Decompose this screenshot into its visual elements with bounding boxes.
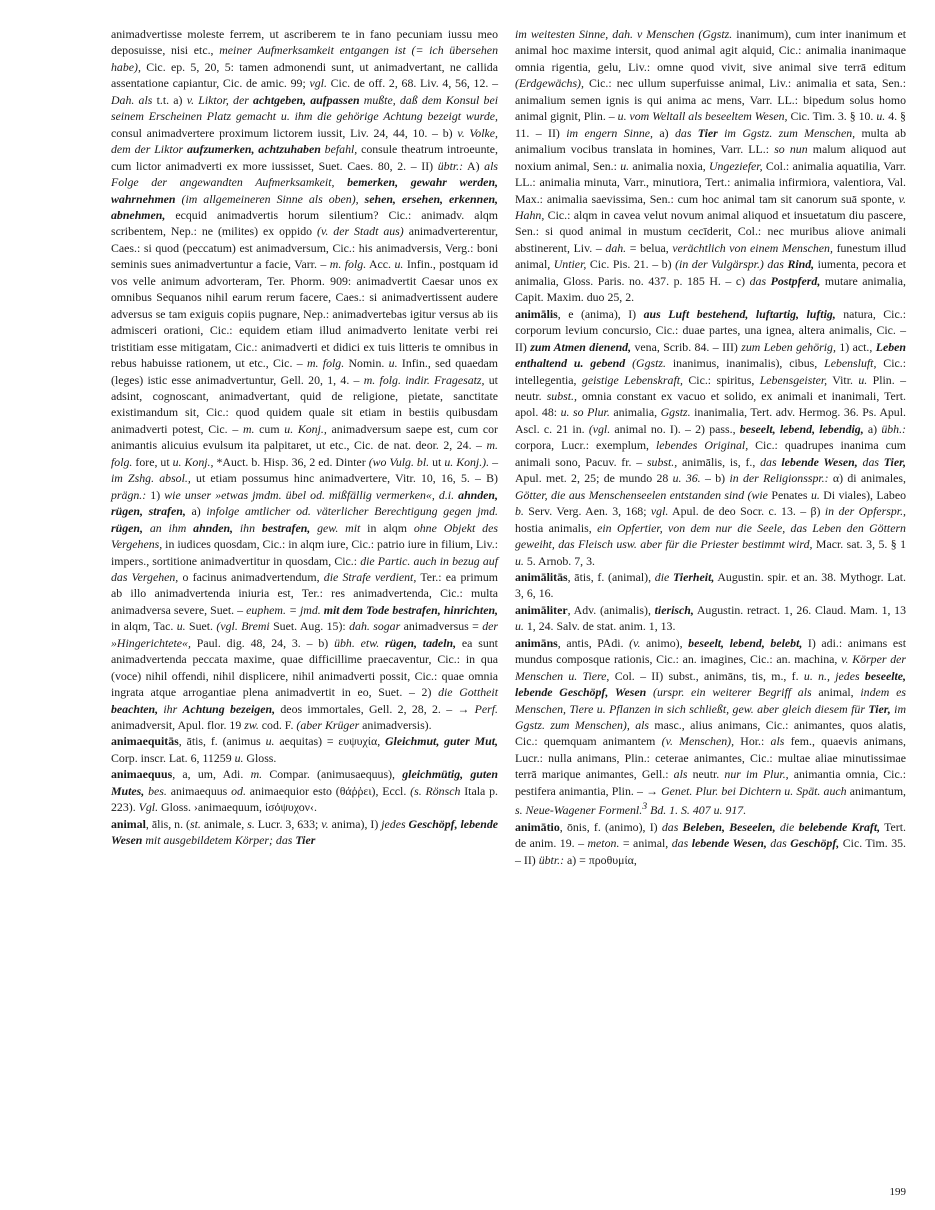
entry-animaliter: animāliter, Adv. (animalis), tierisch, Augustin. retract. 1, 26. Claud. Mam. 1, 13 u. 1, 24. Salv. de stat. anim. 1, 13.	[515, 602, 906, 634]
entry-animaequitas: animaequitās, ātis, f. (animus u. aequitas) = ευψυχία, Gleichmut, guter Mut, Corp. inscr. Lat. 6, 11259 u. Gloss.	[111, 734, 498, 765]
entry-animans: animāns, antis, PAdi. (v. animo), beseelt, lebend, belebt, I) adi.: animans est mundus composque rationis, Cic.: an. imagines, Cic.: an. machina, v. Körper der Menschen u. Tiere, Col. – II) subst., animāns, tis, m., f. u. n., jedes beseelte, lebende Geschöpf, Wesen (urspr. ein weiterer Begriff als animal, indem es Menschen, Tiere u. Pflanzen in sich schließt, gew. aber gleich diesem für Tier, im Ggstz. zum Menschen), als masc., alius animans, Cic.: animantes, quos alatis, Cic.: quemquam animantem (v. Menschen), Hor.: als fem., quaevis animans, Lucr.: nulla animans, Plin.: ceterae animantes, Cic.: multae aliae minutissimae terrā marique animantes, Gell.: als neutr. nur im Plur., animantia omnia, Cic.: pestifera animantia, Plin. – → Genet. Plur. bei Dichtern u. Spät. auch animantum, s. Neue-Wagener Formenl.$^3$ Bd. 1. S. 407 u. 917.	[515, 635, 907, 818]
entry-animatio: animātio, ōnis, f. (animo), I) das Beleben, Beseelen, die belebende Kraft, Tert. de anim. 19. – meton. = animal, das lebende Wesen, das Geschöpf, Cic. Tim. 35. – II) übtr.: a) = προθυμία,	[515, 819, 907, 867]
page-number: 199	[889, 1186, 906, 1198]
entry-animal: animal, ālis, n. (st. animale, s. Lucr. 3, 633; v. anima), I) jedes Geschöpf, lebende Wesen mit ausgebildetem Körper; das Tier	[111, 816, 499, 848]
entry-animalitas: animālitās, ātis, f. (animal), die Tierheit, Augustin. spir. et an. 38. Mythogr. Lat. 3, 6, 16.	[515, 569, 906, 601]
entry-animalis: animālis, e (anima), I) aus Luft bestehend, luftartig, luftig, natura, Cic.: corporum levium concursio, Cic.: duae partes, una ignea, altera animalis, Cic. – II) zum Atmen dienend, vena, Scrib. 84. – III) zum Leben gehörig, 1) act., Leben enthaltend u. gebend (Ggstz. inanimus, inanimalis), cibus, Lebensluft, Cic.: intellegentia, geistige Lebenskraft, Cic.: spiritus, Lebensgeister, Vitr. u. Plin. – neutr. subst., omnia constant ex vacuo et solido, ex animali et inanimali, Tert. apol. 48: u. so Plur. animalia, Ggstz. inanimalia, Tert. adv. Hermog. 36. Ps. Apul. Ascl. c. 21 in. (vgl. animal no. I). – 2) pass., beseelt, lebend, lebendig, a) übh.: corpora, Lucr.: exemplum, lebendes Original, Cic.: quadrupes inanima cum animali sono, Pacuv. fr. – subst., animālis, is, f., das lebende Wesen, das Tier, Apul. met. 2, 25; de mundo 28 u. 36. – b) in der Religionsspr.: α) di animales, Götter, die aus Menschenseelen entstanden sind (wie Penates u. Di viales), Labeo b. Serv. Verg. Aen. 3, 168; vgl. Apul. de deo Socr. c. 13. – β) in der Opferspr., hostia animalis, ein Opfertier, von dem nur die Seele, das Leben den Göttern geweiht, das Fleisch usw. aber für die Priester bestimmt wird, Macr. sat. 3, 5. § 1 u. 5. Arnob. 7, 3.	[515, 306, 907, 568]
entry-animal-continued: im weitesten Sinne, dah. v Menschen (Ggstz. inanimum), cum inter inanimum et animal hoc maxime intersit, quod animal agit alquid, Cic.: animalia inanimaque omnia rigentia, gelu, Liv.: omne quod vivit, sive animal sive terrā editum (Erdgewächs), Cic.: nec ullum superfuisse animal, Liv.: animalia et sata, Sen.: animalium semen ignis is qui anima ac mens, Varr. LL.: bipedum solus homo animal gignit, Plin. – u. vom Weltall als beseeltem Wesen, Cic. Tim. 3. § 10. u. 4. § 11. – II) im engern Sinne, a) das Tier im Ggstz. zum Menschen, multa ab animalium vocibus translata in homines, Varr. LL.: so nun malum aliquod aut noxium animal, Sen.: u. animalia noxia, Ungeziefer, Col.: animalia aquatilia, Varr. LL.: animalia minuta, Varr., minutiora, Tert.: animalia infirmiora, valentiora, Val. Max.: animalia saevissima, Sen.: cum hoc animal tam sit canorum suā sponte, v. Hahn, Cic.: alqm in cavea velut novum animal aliquod et insuetatum diu pascere, Sen.: si quod animal in mustum cecīderit, Col.: nec muribus aliove animali abstinerent, Liv. – dah. = belua, verächtlich von einem Menschen, funestum illud animal, Untier, Cic. Pis. 21. – b) (in der Vulgärspr.) das Rind, iumenta, pecora et animalia, Gloss. Paris. no. 437. p. 185 H. – c) das Postpferd, mutare animalia, Capit. Maxim. duo 25, 2.	[515, 27, 907, 305]
entry-animaequus: animaequus, a, um, Adi. m. Compar. (animusaequus), gleichmütig, guten Mutes, bes. animaequus od. animaequior esto (θάῤῥει), Eccl. (s. Rönsch Itala p. 223). Vgl. Gloss. ›animaequum, ἰσόψυχον‹.	[111, 767, 499, 815]
right-column	[515, 26, 906, 868]
left-column	[111, 26, 498, 849]
entry-animadverto-continued: animadvertisse moleste ferrem, ut ascriberem te in fano pecuniam iussu meo deposuisse, nisi etc., meiner Aufmerksamkeit entgangen ist (= ich übersehen habe), Cic. ep. 5, 20, 5: tamen admonendi sunt, ut animadvertant, ne callida assentatione capiantur, Cic. de amic. 99; vgl. Cic. de off. 2, 68. Liv. 4, 56, 12. – Dah. als t.t. a) v. Liktor, der achtgeben, aufpassen mußte, daß dem Konsul bei seinem Erscheinen Platz gemacht u. ihm die gehörige Achtung bezeigt wurde, consul animadvertere proximum lictorem iussit, Liv. 24, 44, 10. – b) v. Volke, dem der Liktor aufzumerken, achtzuhaben befahl, consule theatrum introeunte, cum lictor animadverti ex more iussisset, Suet. Caes. 80, 2. – II) übtr.: A) als Folge der angewandten Aufmerksamkeit, bemerken, gewahr werden, wahrnehmen (im allgemeineren Sinne als oben), sehen, ersehen, erkennen, abnehmen, ecquid animadvertis horum silentium? Cic.: animadv. alqm scribentem, Nep.: ne (milites) ex oppido (v. der Stadt aus) animadverterentur, Caes.: si quod (peccatum) est animadversum, Cic.: his animadversis, Verg.: boni seminis sues animadvertuntur a facie, Varr. – m. folg. Acc. u. Infin., postquam id vos velle animum advorteram, Ter. Phorm. 909: animadvertit Caesar unos ex omnibus Sequanos nihil earum rerum facere, Caes.: si animadvertissent audere adversus se tam exiguis copiis pugnare, Nep.: animadvertebas igitur versus ab iis admisceri orationi, Cic.: equidem etiam illud animadverto lenitate verbi rei tristitiam esse mitigatam, Cic.: animadverti et didici ex tuis litteris te omnibus in rebus habuisse rationem, ut etc., Cic. – m. folg. Nomin. u. Infin., sed quaedam (leges) istic esse animadvertuntur, Gell. 20, 1, 4. – m. folg. indir. Fragesatz, ut adsint, cognoscant, animadvertant, quid de religione, pietate, sanctitate existimandum sit, Cic.: quod quidem quale sit etiam in bestiis quibusdam animadverti potest, Cic. – m. cum u. Konj., animadversum saepe est, cum cor animantis alicuius evulsum ita palpitaret, ut etc., Cic. de nat. deor. 2, 24. – m. folg. fore, ut u. Konj., *Auct. b. Hisp. 36, 2 ed. Dinter (wo Vulg. bl. ut u. Konj.). – im Zshg. absol., ut etiam possumus hinc animadvertere, Vitr. 10, 16, 5. – B) prägn.: 1) wie unser »etwas jmdm. übel od. mißfällig vermerken«, d.i. ahnden, rügen, strafen, a) infolge amtlicher od. väterlicher Berechtigung gegen jmd. rügen, an ihm ahnden, ihn bestrafen, gew. mit in alqm ohne Objekt des Vergehens, in iudices quosdam, Cic.: in alqm iure, Cic.: patrio iure in filium, Liv.: impers., sortitione animadvertitur in quosdam, Cic.: die Partic. auch in bezug auf das Vergehen, o facinus animadvertendum, die Strafe verdient, Ter.: ea primum ab illo animadvertenda iniuria est, Ter.: res animadvertenda, Cic.: multa animadversa severe, Suet. – euphem. = jmd. mit dem Tode bestrafen, hinrichten, in alqm, Tac. u. Suet. (vgl. Bremi Suet. Aug. 15): dah. sogar animadversus = der »Hingerichtete«, Paul. dig. 48, 24, 3. – b) übh. etw. rügen, tadeln, ea sunt animadvertenda peccata maxime, quae difficillime praecaventur, Cic.: in qua (voce) nihil offendi, nihil displicere, nihil animadverti possit, Cic.: quae omnia ingrata atque arrogantiae plena animadvertit in eo, Suet. – 2) die Gottheit beachten, ihr Achtung bezeigen, deos immortales, Gell. 2, 28, 2. – → Perf. animadversit, Apul. flor. 19 zw. cod. F. (aber Krüger animadversis).	[111, 27, 499, 733]
